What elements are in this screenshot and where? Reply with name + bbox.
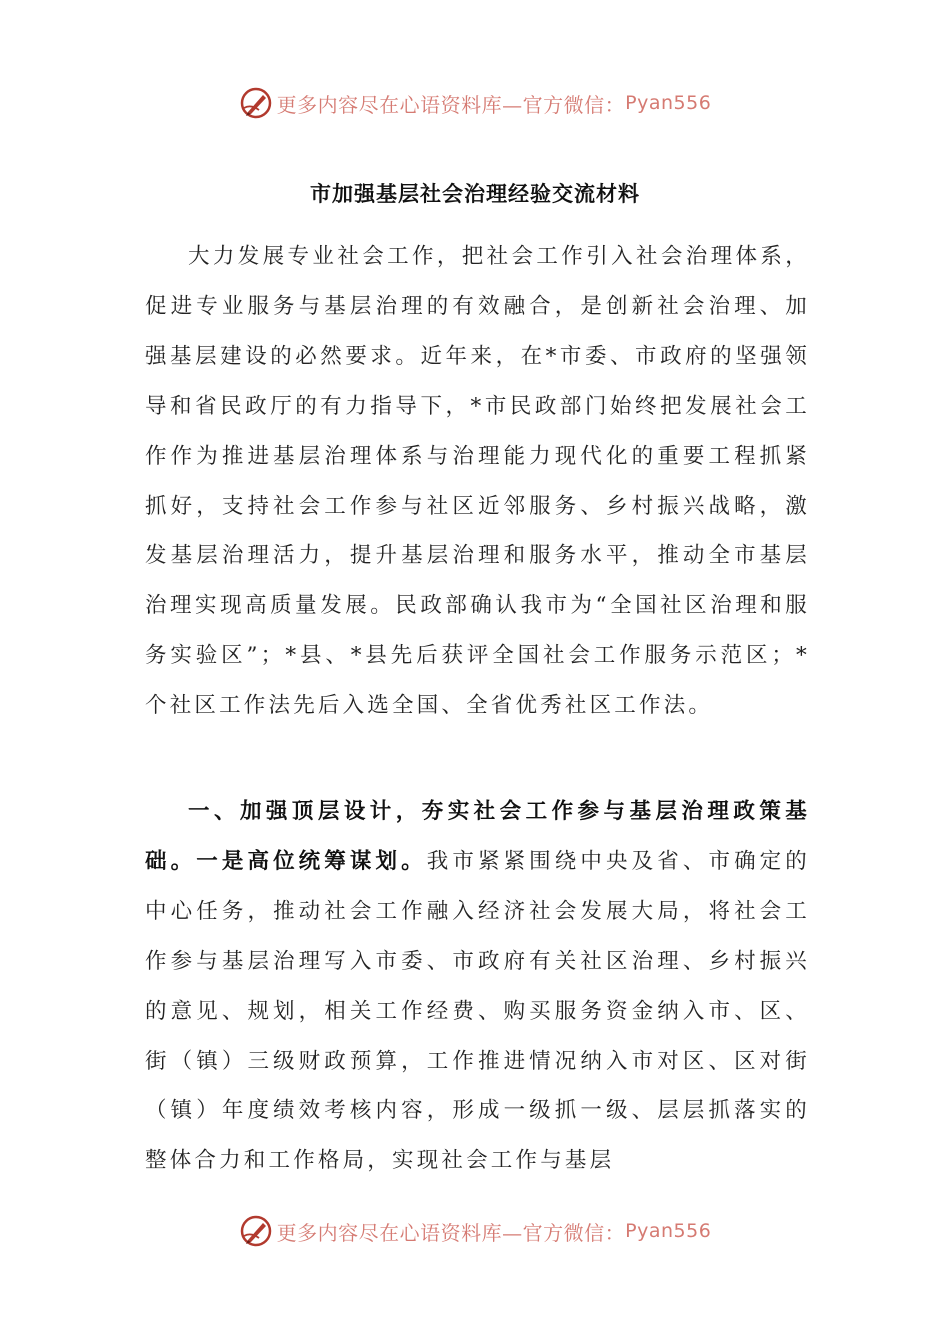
intro-paragraph: 大力发展专业社会工作，把社会工作引入社会治理体系，促进专业服务与基层治理的有效融合，是创新社会治理、加强基层建设的必然要求。近年来，在*市委、市政府的坚强领导和省民政厅的有力指导下，*市民政部门始终把发展社会工作作为推进基层治理体系与治理能力现代化的重要工程抓紧抓好，支持社会工作参与社区近邻服务、乡村振兴战略，激发基层治理活力，提升基层治理和服务水平，推动全市基层治理实现高质量发展。民政部确认我市为“全国社区治理和服务实验区”；*县、*县先后获评全国社会工作服务示范区；*个社区工作法先后入选全国、全省优秀社区工作法。 — [145, 244, 810, 719]
pen-logo-icon — [239, 1214, 273, 1248]
pen-logo-icon — [239, 86, 273, 120]
watermark-text: 更多内容尽在心语资料库—官方微信： — [276, 92, 626, 117]
document-title: 市加强基层社会治理经验交流材料 — [310, 182, 640, 206]
watermark-handle: Pyan556 — [625, 92, 712, 114]
watermark-handle: Pyan556 — [625, 1220, 712, 1242]
watermark-header — [0, 86, 950, 120]
section-1-heading: 一、加强顶层设计，夯实社会工作参与基层治理政策基础。 — [145, 799, 810, 874]
section-1-subheading: 一是高位统筹谋划。 — [196, 848, 427, 874]
section-1-text: 我市紧紧围绕中央及省、市确定的中心任务，推动社会工作融入经济社会发展大局，将社会工作参与基层治理写入市委、市政府有关社区治理、乡村振兴的意见、规划，相关工作经费、购买服务资金纳入市、区、街（镇）三级财政预算，工作推进情况纳入市对区、区对街（镇）年度绩效考核内容，形成一级抓一级、层层抓落实的整体合力和工作格局，实现社会工作与基层 — [145, 848, 810, 1174]
watermark-footer — [0, 1214, 950, 1248]
watermark-text: 更多内容尽在心语资料库—官方微信： — [276, 1220, 626, 1245]
section-1-paragraph — [145, 787, 810, 1186]
